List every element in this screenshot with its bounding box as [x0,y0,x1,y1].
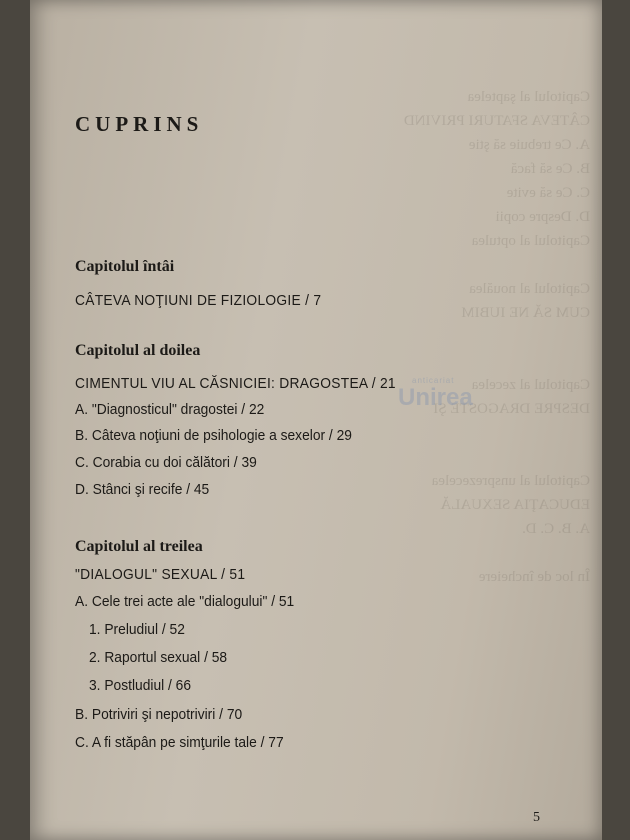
toc-subentry: 1. Preludiul / 52 [89,621,185,638]
toc-entry: B. Potriviri şi nepotriviri / 70 [75,706,243,723]
toc-entry: B. Câteva noţiuni de psihologie a sexelor / 29 [75,427,352,444]
chapter-2-title: CIMENTUL VIU AL CĂSNICIEI: DRAGOSTEA / 21 [75,375,396,392]
show-through-text: Capitolul al şaptelea CÂTEVA SFATURI PRIVIND A. Ce trebuie să ştie B. Ce să facă C. Ce să evite D. Despre copii Capitolul al optulea Capitolul al nouălea CUM SĂ NE IUBIM Capitolul al zecelea DESPRE DRAGOSTE ŞI Capitolul al unsprezecelea EDUCAŢIA SEXUALĂ A. B. C. D. În loc de încheiere [403,89,590,585]
watermark-main-text: Unirea [398,384,473,411]
toc-title: CUPRINS [75,112,204,136]
toc-entry: C. Corabia cu doi călători / 39 [75,454,257,471]
watermark-top-text: anticariat [412,376,455,385]
chapter-1-heading: Capitolul întâi [75,258,175,275]
chapter-3-heading: Capitolul al treilea [75,538,203,555]
toc-entry: A. "Diagnosticul" dragostei / 22 [75,401,265,418]
toc-subentry: 3. Postludiul / 66 [89,677,192,694]
toc-entry: C. A fi stăpân pe simţurile tale / 77 [75,734,284,751]
chapter-1-title: CÂTEVA NOŢIUNI DE FIZIOLOGIE / 7 [75,292,322,309]
page-number: 5 [533,810,540,825]
chapter-2-heading: Capitolul al doilea [75,342,201,359]
watermark-logo [398,376,488,426]
toc-entry: A. Cele trei acte ale "dialogului" / 51 [75,593,295,610]
chapter-3-title: "DIALOGUL" SEXUAL / 51 [75,566,246,583]
toc-entry: D. Stânci şi recife / 45 [75,481,210,498]
book-page [30,0,602,840]
toc-subentry: 2. Raportul sexual / 58 [89,649,228,666]
